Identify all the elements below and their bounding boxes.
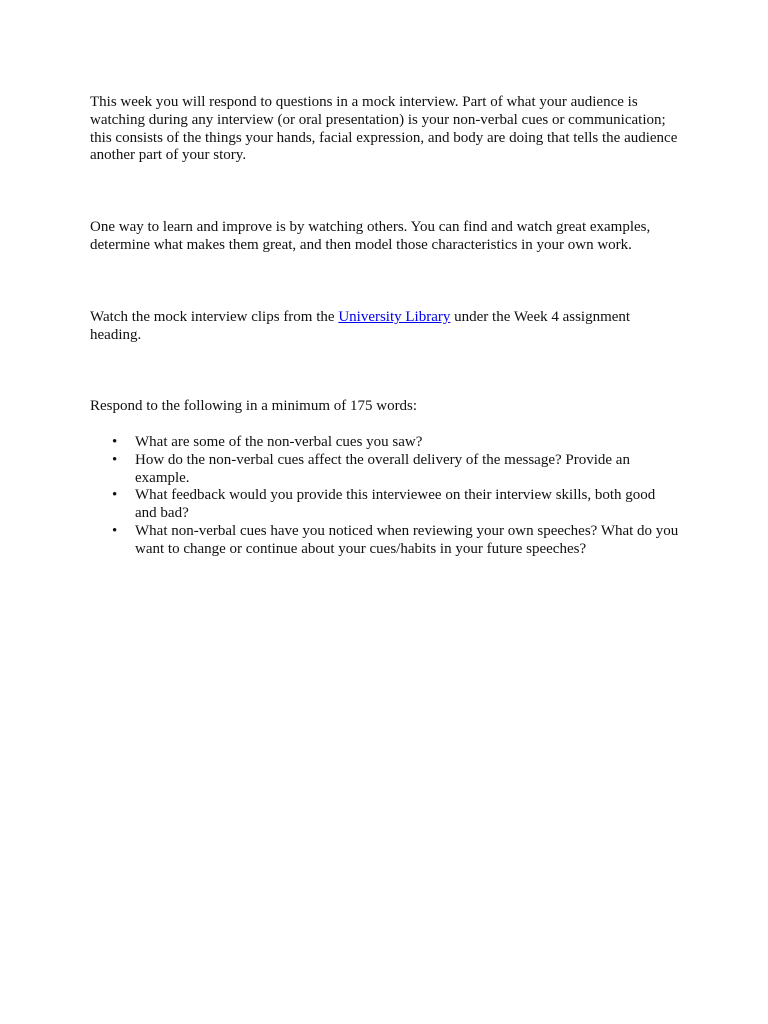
question-text: How do the non-verbal cues affect the overall delivery of the message? Provide an example.	[135, 451, 630, 486]
list-item	[90, 452, 680, 488]
instructions-paragraph: Respond to the following in a minimum of 175 words:	[90, 398, 418, 414]
bullet-icon: •	[112, 522, 118, 539]
question-text: What non-verbal cues have you noticed when reviewing your own speeches? What do you want to change or continue about your cues/habits in your future speeches?	[135, 522, 679, 557]
question-list	[90, 434, 680, 559]
bullet-icon: •	[112, 487, 118, 504]
bullet-icon: •	[112, 434, 118, 450]
watch-clips-text-before: Watch the mock interview clips from the	[90, 309, 339, 325]
learning-paragraph: One way to learn and improve is by watching others. You can find and watch great examples, determine what makes them great, and then model those characteristics in your own work.	[90, 219, 651, 253]
bullet-icon: •	[112, 451, 118, 468]
question-text: What are some of the non-verbal cues you saw?	[135, 434, 423, 450]
list-item	[90, 434, 680, 452]
watch-clips-text-after: under the Week 4 assignment heading.	[90, 309, 631, 343]
question-text: What feedback would you provide this interviewee on their interview skills, both good and bad?	[135, 487, 656, 522]
list-item	[90, 487, 680, 523]
intro-paragraph: This week you will respond to questions in a mock interview. Part of what your audience is watching during any interview (or oral presentation) is your non-verbal cues or communication; this consists of the things your hands, facial expression, and body are doing that tells the audience another part of your story.	[90, 94, 678, 164]
watch-clips-paragraph	[90, 309, 680, 345]
list-item	[90, 523, 680, 559]
university-library-link[interactable]: University Library	[338, 309, 451, 325]
